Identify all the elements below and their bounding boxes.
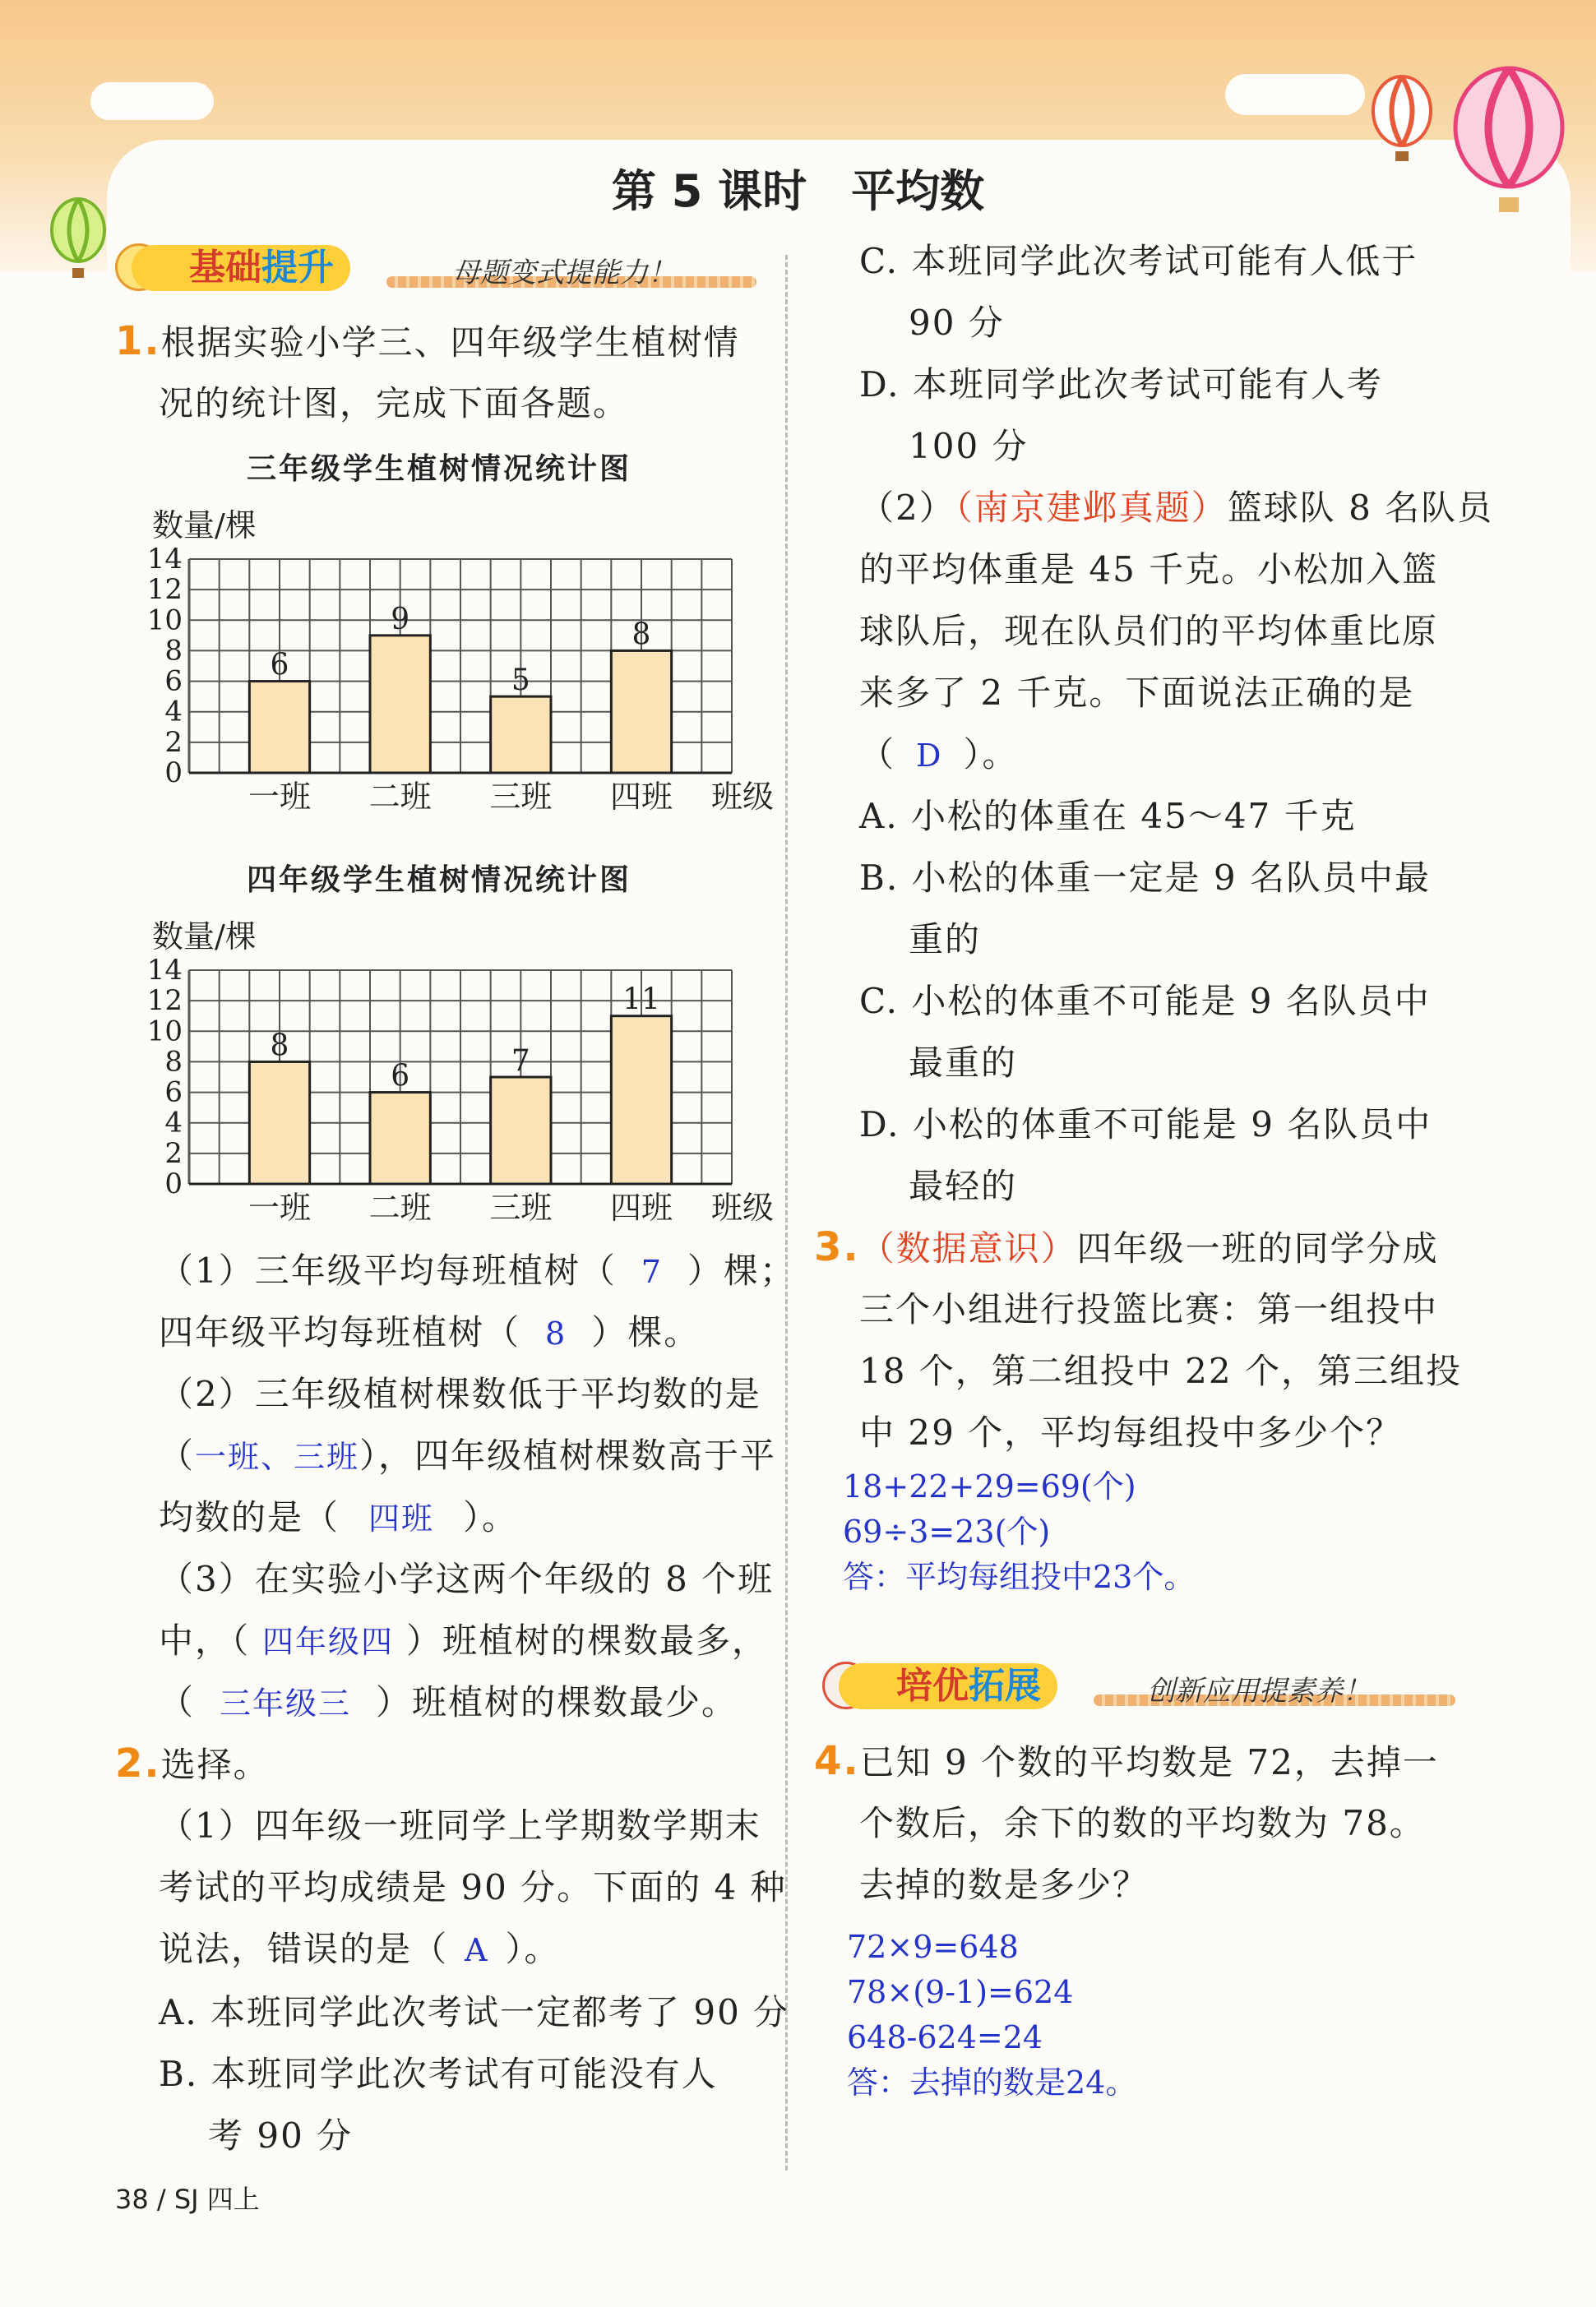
q4-line3: 去掉的数是多少？ xyxy=(859,1865,1150,1905)
q3-line1: 3.（数据意识）四年级一班的同学分成 xyxy=(814,1224,1439,1270)
y-tick-label: 8 xyxy=(164,634,183,668)
q3-answer-line3: 答：平均每组投中23个。 xyxy=(843,1559,1196,1595)
bar xyxy=(491,1077,551,1184)
q2-sub1-line2: 考试的平均成绩是 90 分。下面的 4 种 xyxy=(159,1867,787,1907)
q2-sub2-line2: 的平均体重是 45 千克。小松加入篮 xyxy=(859,549,1439,589)
q2-sub1-option-b-line1: B. 本班同学此次考试有可能没有人 xyxy=(159,2054,718,2094)
x-tick-label: 二班 xyxy=(368,779,432,815)
q2-sub1-option-d-line2: 100 分 xyxy=(909,426,1029,466)
x-tick-label: 一班 xyxy=(247,779,312,815)
q2-sub1-option-c-line2: 90 分 xyxy=(909,303,1005,343)
bar-value-label: 9 xyxy=(391,602,410,636)
bar xyxy=(611,650,671,773)
q1-part3-line3: （ 三年级三 ）班植树的棵数最少。 xyxy=(159,1682,738,1722)
q2-sub2-option-d-line1: D. 小松的体重不可能是 9 名队员中 xyxy=(859,1104,1432,1144)
x-tick-label: 四班 xyxy=(609,779,673,815)
x-tick-label: 一班 xyxy=(247,1190,312,1226)
cloud-icon xyxy=(90,82,214,120)
y-tick-label: 14 xyxy=(146,954,183,987)
page-footer: 38 / SJ 四上 xyxy=(115,2184,260,2215)
q2-sub2-option-d-line2: 最轻的 xyxy=(909,1166,1018,1206)
q1-stem-line2: 况的统计图，完成下面各题。 xyxy=(159,383,630,423)
bar xyxy=(370,1093,430,1184)
section-badge: 培优拓展 xyxy=(839,1663,1057,1709)
q3-answer-line2: 69÷3=23(个) xyxy=(843,1514,1051,1550)
q4-answer-line4: 答：去掉的数是24。 xyxy=(847,2064,1137,2101)
y-tick-label: 14 xyxy=(146,543,183,576)
q2-sub2-line3: 球队后，现在队员们的平均体重比原 xyxy=(859,611,1439,651)
bar-value-label: 5 xyxy=(511,663,530,698)
q1-part2-line2: （一班、三班），四年级植树棵数高于平 xyxy=(159,1436,777,1476)
section-slogan: 创新应用提素养！ xyxy=(1147,1675,1371,1708)
x-tick-label: 二班 xyxy=(368,1190,432,1226)
q3-line3: 18 个，第二组投中 22 个，第三组投 xyxy=(859,1351,1462,1391)
q2-sub2-line1: （2）（南京建邺真题）篮球队 8 名队员 xyxy=(859,488,1494,528)
chart-grade4 xyxy=(123,904,781,1233)
x-axis-label: 班级 xyxy=(711,1190,775,1226)
q2-sub2-option-a: A. 小松的体重在 45～47 千克 xyxy=(859,796,1357,836)
q1-part1-line2: 四年级平均每班植树（ 8 ）棵。 xyxy=(159,1312,701,1352)
q2-sub2-option-c-line2: 最重的 xyxy=(909,1043,1018,1083)
q2-sub1-option-c-line1: C. 本班同学此次考试可能有人低于 xyxy=(859,241,1418,281)
q2-sub2-option-c-line1: C. 小松的体重不可能是 9 名队员中 xyxy=(859,981,1431,1021)
y-tick-label: 0 xyxy=(164,1167,183,1200)
y-axis-label: 数量/棵 xyxy=(152,507,257,543)
y-tick-label: 0 xyxy=(164,756,183,789)
q2-sub2-option-b-line1: B. 小松的体重一定是 9 名队员中最 xyxy=(859,858,1431,898)
bar xyxy=(370,636,430,773)
y-tick-label: 6 xyxy=(164,1075,183,1109)
q4-line2: 个数后，余下的数的平均数为 78。 xyxy=(859,1803,1426,1843)
q1-part2-line1: （2）三年级植树棵数低于平均数的是 xyxy=(159,1374,761,1414)
y-tick-label: 12 xyxy=(146,984,183,1018)
q3-answer-line1: 18+22+29=69(个) xyxy=(843,1468,1136,1505)
y-tick-label: 4 xyxy=(164,1106,183,1140)
x-axis-label: 班级 xyxy=(711,779,775,815)
q2-sub1-line3: 说法，错误的是（ A ）。 xyxy=(159,1929,561,1969)
bar xyxy=(249,1061,309,1184)
q1-part3-line2: 中，（ 四年级四 ）班植树的棵数最多， xyxy=(159,1620,769,1661)
bar-value-label: 8 xyxy=(631,617,651,652)
section-header-advanced xyxy=(822,1657,1455,1714)
y-tick-label: 4 xyxy=(164,695,183,728)
q4-line1: 4.已知 9 个数的平均数是 72，去掉一 xyxy=(814,1738,1439,1784)
chart2-title: 四年级学生植树情况统计图 xyxy=(247,863,632,897)
y-axis-label: 数量/棵 xyxy=(152,918,257,955)
section-slogan: 母题变式提能力！ xyxy=(452,257,676,289)
q2-stem: 2.选择。 xyxy=(115,1741,270,1787)
q2-sub2-line5: （ D ）。 xyxy=(859,734,1019,774)
q2-sub1-option-b-line2: 考 90 分 xyxy=(208,2115,354,2156)
bar xyxy=(611,1016,671,1184)
q4-answer-line1: 72×9=648 xyxy=(847,1929,1019,1965)
bar xyxy=(249,682,309,773)
q1-part1-line1: （1）三年级平均每班植树（ 7 ）棵； xyxy=(159,1251,796,1291)
y-tick-label: 2 xyxy=(164,725,183,759)
q4-answer-line2: 78×(9-1)=624 xyxy=(847,1974,1074,2010)
section-header-basic xyxy=(115,238,756,296)
bar-value-label: 6 xyxy=(391,1059,410,1093)
bar-value-label: 7 xyxy=(511,1044,530,1078)
q2-sub1-line1: （1）四年级一班同学上学期数学期末 xyxy=(159,1805,761,1846)
y-tick-label: 10 xyxy=(146,603,183,637)
column-divider xyxy=(785,255,788,2171)
q4-answer-line3: 648-624=24 xyxy=(847,2019,1043,2055)
bar-value-label: 8 xyxy=(270,1029,289,1063)
bar-value-label: 6 xyxy=(270,648,289,682)
y-tick-label: 6 xyxy=(164,664,183,698)
y-tick-label: 12 xyxy=(146,573,183,607)
chart1-title: 三年级学生植树情况统计图 xyxy=(247,452,632,486)
y-tick-label: 8 xyxy=(164,1045,183,1079)
q1-part3-line1: （3）在实验小学这两个年级的 8 个班 xyxy=(159,1559,775,1599)
bar-value-label: 11 xyxy=(622,982,660,1017)
x-tick-label: 四班 xyxy=(609,1190,673,1226)
q1-stem-line1: 1.根据实验小学三、四年级学生植树情 xyxy=(115,318,740,364)
chart-grade3 xyxy=(123,493,781,822)
q1-part2-line3: 均数的是（ 四班 ）。 xyxy=(159,1497,519,1537)
y-tick-label: 2 xyxy=(164,1136,183,1170)
q2-sub1-option-d-line1: D. 本班同学此次考试可能有人考 xyxy=(859,364,1383,405)
q3-line2: 三个小组进行投篮比赛：第一组投中 xyxy=(859,1289,1439,1329)
q2-sub1-option-a: A. 本班同学此次考试一定都考了 90 分 xyxy=(159,1992,790,2032)
bar xyxy=(491,696,551,773)
x-tick-label: 三班 xyxy=(489,1190,553,1226)
cloud-icon xyxy=(1225,74,1365,115)
q3-line4: 中 29 个，平均每组投中多少个？ xyxy=(859,1412,1403,1453)
section-badge: 基础提升 xyxy=(132,245,350,291)
page-title: 第 5 课时 平均数 xyxy=(611,165,985,217)
q2-sub2-line4: 来多了 2 千克。下面说法正确的是 xyxy=(859,673,1415,713)
q2-sub2-option-b-line2: 重的 xyxy=(909,919,982,959)
hot-air-balloon-icon xyxy=(1365,74,1439,164)
x-tick-label: 三班 xyxy=(489,779,553,815)
y-tick-label: 10 xyxy=(146,1015,183,1048)
